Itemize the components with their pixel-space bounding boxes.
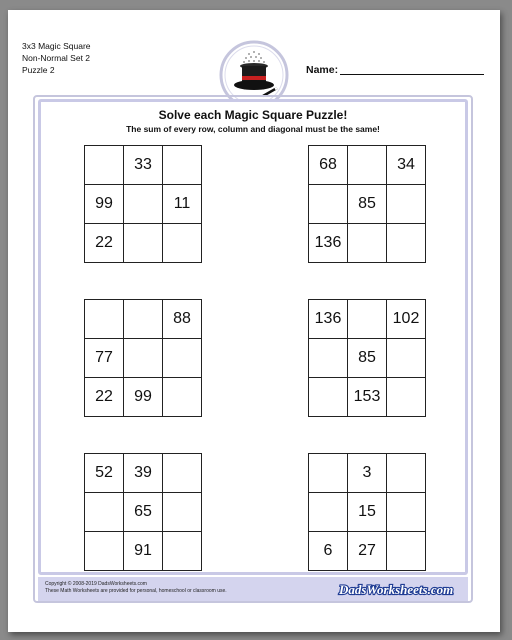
worksheet-title: 3x3 Magic Square <box>22 41 91 51</box>
cell <box>124 224 163 263</box>
cell <box>348 146 387 185</box>
cell: 85 <box>348 185 387 224</box>
magic-square-1 <box>84 145 202 263</box>
cell <box>387 378 426 417</box>
cell <box>348 224 387 263</box>
worksheet-set: Non-Normal Set 2 <box>22 53 91 63</box>
magic-square-5 <box>84 453 202 571</box>
cell: 34 <box>387 146 426 185</box>
cell <box>163 378 202 417</box>
magic-square-4 <box>308 299 426 417</box>
cell <box>163 454 202 493</box>
cell: 136 <box>309 300 348 339</box>
cell: 22 <box>85 224 124 263</box>
cell <box>348 300 387 339</box>
cell <box>124 339 163 378</box>
cell <box>387 224 426 263</box>
cell <box>163 146 202 185</box>
cell <box>85 532 124 571</box>
cell: 27 <box>348 532 387 571</box>
cell: 77 <box>85 339 124 378</box>
cell <box>85 146 124 185</box>
cell <box>163 532 202 571</box>
cell: 85 <box>348 339 387 378</box>
cell <box>309 185 348 224</box>
cell: 99 <box>124 378 163 417</box>
cell: 91 <box>124 532 163 571</box>
copyright-notice <box>45 581 227 595</box>
cell <box>309 339 348 378</box>
cell <box>309 378 348 417</box>
cell <box>387 493 426 532</box>
cell: 22 <box>85 378 124 417</box>
cell <box>387 454 426 493</box>
cell <box>85 493 124 532</box>
cell: 99 <box>85 185 124 224</box>
cell <box>124 185 163 224</box>
cell: 52 <box>85 454 124 493</box>
cell: 15 <box>348 493 387 532</box>
cell <box>387 532 426 571</box>
cell <box>387 339 426 378</box>
copyright-text: Copyright © 2008-2019 DadsWorksheets.com <box>45 581 147 587</box>
cell <box>309 454 348 493</box>
cell: 11 <box>163 185 202 224</box>
magic-square-3 <box>84 299 202 417</box>
cell <box>387 185 426 224</box>
instructions-title: Solve each Magic Square Puzzle! <box>158 108 348 122</box>
cell: 68 <box>309 146 348 185</box>
cell: 153 <box>348 378 387 417</box>
worksheet-puzzle-number: Puzzle 2 <box>22 65 55 75</box>
cell: 102 <box>387 300 426 339</box>
name-label: Name: <box>306 64 339 76</box>
magic-square-6 <box>308 453 426 571</box>
cell <box>163 224 202 263</box>
cell: 33 <box>124 146 163 185</box>
cell <box>85 300 124 339</box>
cell: 88 <box>163 300 202 339</box>
name-line <box>340 74 484 75</box>
dadsworksheets-logo <box>336 578 466 600</box>
cell: 6 <box>309 532 348 571</box>
brand-wordmark: DadsWorksheets.com <box>339 582 454 597</box>
cell <box>163 339 202 378</box>
cell: 136 <box>309 224 348 263</box>
cell <box>163 493 202 532</box>
cell: 39 <box>124 454 163 493</box>
usage-note: These Math Worksheets are provided for personal, homeschool or classroom use. <box>45 588 227 594</box>
magic-square-2 <box>308 145 426 263</box>
cell: 65 <box>124 493 163 532</box>
cell: 3 <box>348 454 387 493</box>
worksheet-info <box>22 40 91 76</box>
cell <box>309 493 348 532</box>
instructions-subtitle: The sum of every row, column and diagonal must be the same! <box>126 124 380 134</box>
cell <box>124 300 163 339</box>
